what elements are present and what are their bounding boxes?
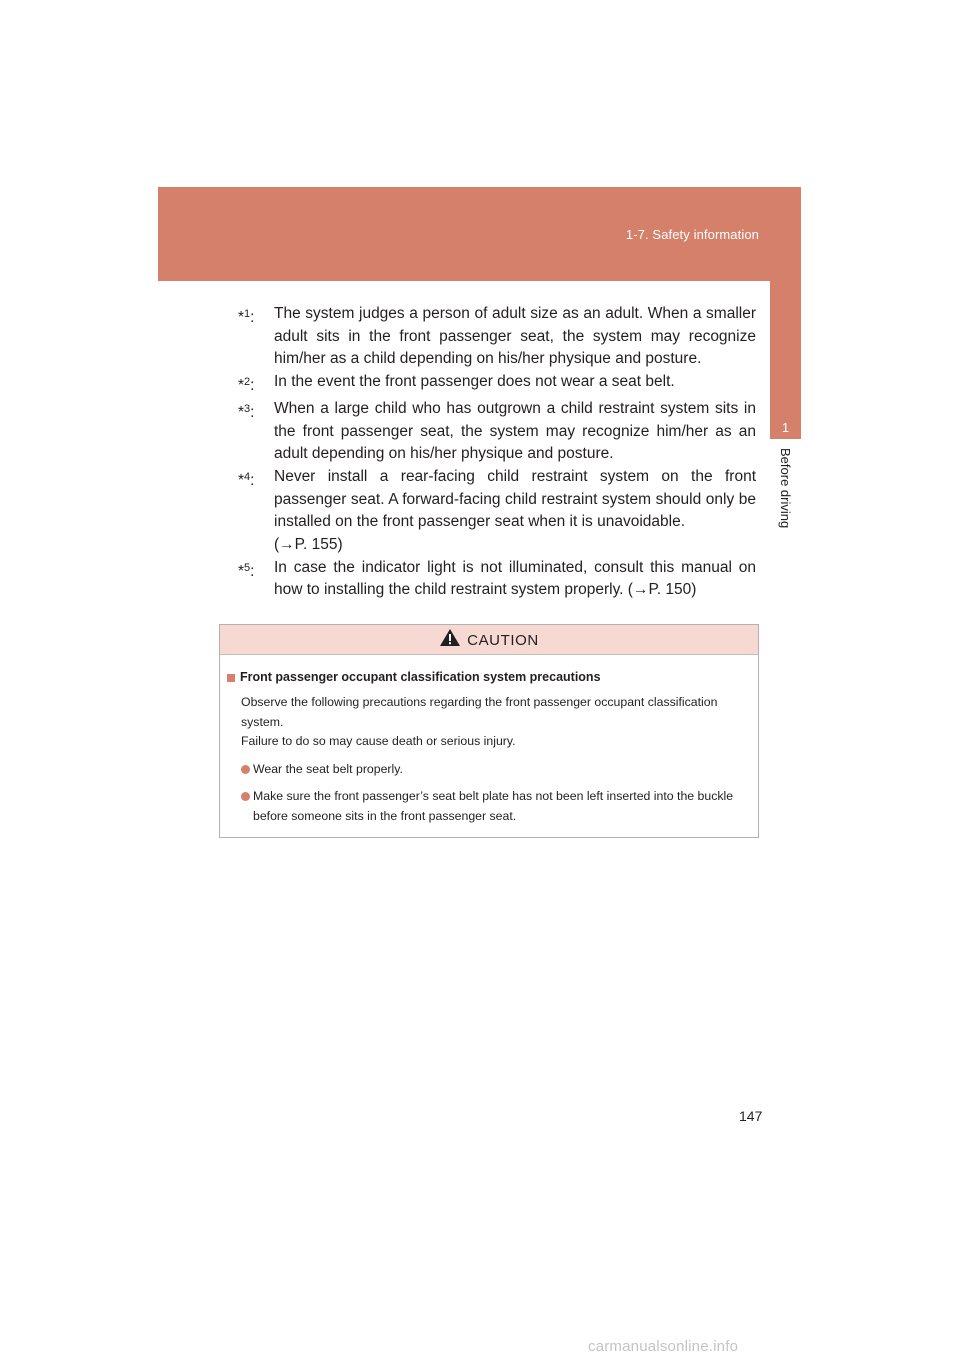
caution-subheading: Front passenger occupant classification system precautions <box>227 669 751 686</box>
warning-triangle-icon <box>439 628 461 652</box>
caution-box <box>219 624 759 838</box>
caution-body <box>220 655 758 827</box>
page-number: 147 <box>739 1108 763 1124</box>
caution-header <box>220 625 758 655</box>
footnote-marker: *$^1$: <box>238 308 255 326</box>
square-bullet-icon <box>227 674 235 682</box>
footnote-4 <box>238 466 756 557</box>
caution-bullet: Wear the seat belt properly. <box>227 760 751 780</box>
caution-title: CAUTION <box>467 631 539 649</box>
footnote-text: In the event the front passenger does not wear a seat belt. <box>274 373 675 391</box>
footnote-5 <box>238 557 756 602</box>
circle-bullet-icon <box>241 765 250 774</box>
page-reference-link[interactable]: (→P. 155) <box>274 536 343 554</box>
footnote-1 <box>238 303 756 371</box>
footnote-text: Never install a rear-facing child restraint system on the front passenger seat. A forward-facing child restraint system should only be installed on the front passenger seat when it is unavoidable. (→P. 155) <box>274 467 756 554</box>
section-header-bar <box>158 187 801 281</box>
footnote-text: When a large child who has outgrown a child restraint system sits in the front passenger seat, the system may recognize him/her as an adult depending on his/her physique and posture. <box>274 399 756 463</box>
footnote-text: In case the indicator light is not illuminated, consult this manual on how to installing the child restraint system properly. (→P. 150) <box>274 558 756 599</box>
circle-bullet-icon <box>241 792 250 801</box>
section-title: 1-7. Safety information <box>625 227 759 242</box>
chapter-tab <box>770 281 801 439</box>
footnote-marker: *$^3$: <box>238 402 255 421</box>
footnote-3 <box>238 398 756 466</box>
footnote-2 <box>238 371 756 398</box>
page-reference-link[interactable]: (→P. 150) <box>627 581 697 599</box>
watermark: carmanualsonline.info <box>588 1338 739 1355</box>
footnote-marker: *$^4$: <box>238 470 255 489</box>
chapter-label: Before driving <box>778 448 793 529</box>
caution-paragraph: Observe the following precautions regarding the front passenger occupant classification system. Failure to do so may cause death or serious injury. <box>241 695 718 749</box>
footnote-text: The system judges a person of adult size as an adult. When a smaller adult sits in the front passenger seat, the system may recognize him/her as a child depending on his/her physique and posture. <box>274 305 756 368</box>
chapter-number: 1 <box>781 420 790 435</box>
caution-bullet: Make sure the front passenger’s seat belt plate has not been left inserted into the buckle before someone sits in the front passenger seat. <box>227 787 751 826</box>
footnote-marker: *$^2$: <box>238 376 255 395</box>
footnote-marker: *$^5$: <box>238 561 255 580</box>
footnote-list <box>238 303 756 602</box>
